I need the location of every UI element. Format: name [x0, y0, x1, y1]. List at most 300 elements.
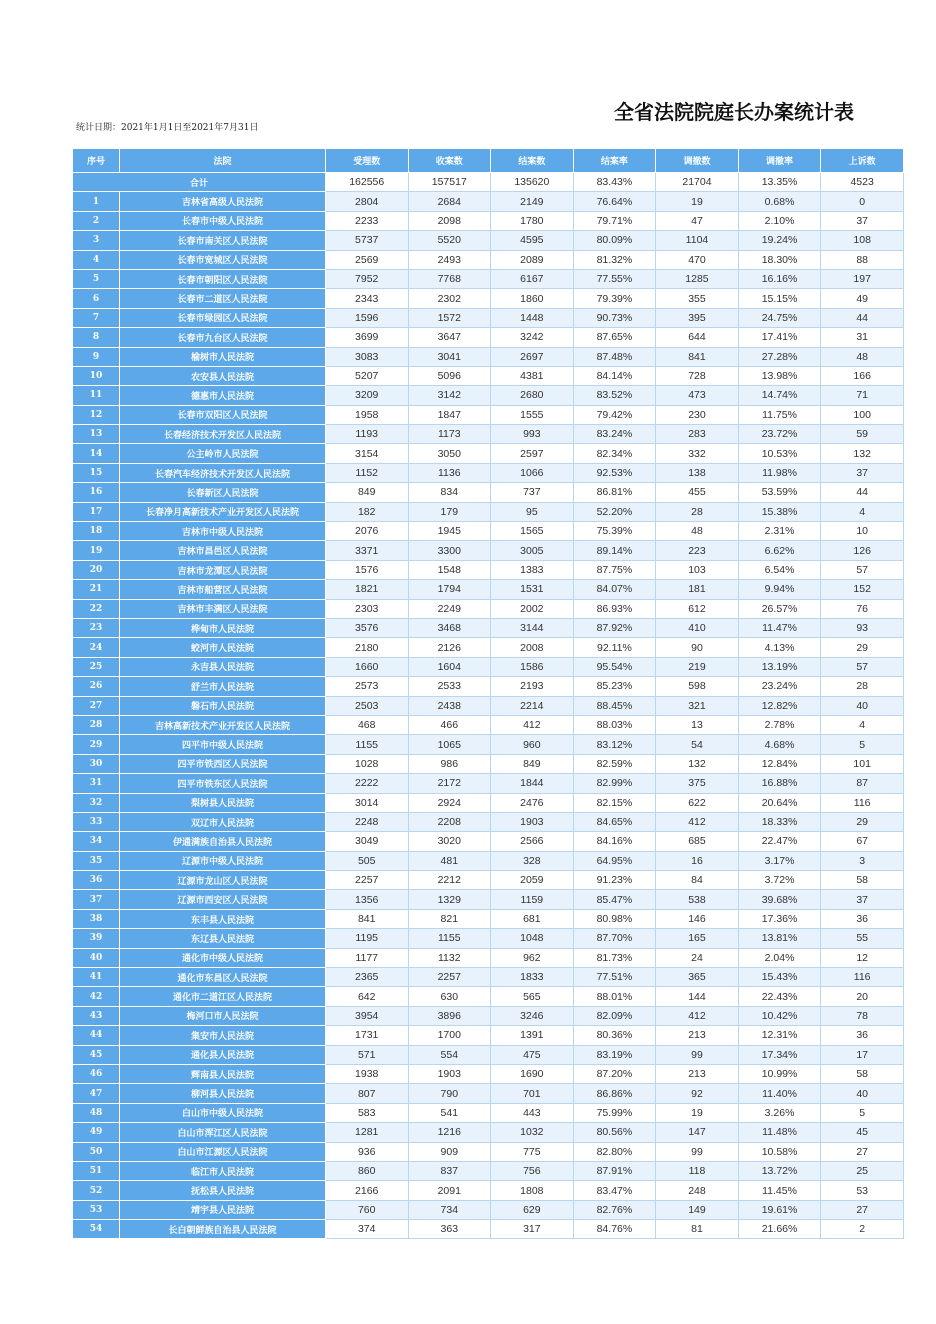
- cell-court: 公主岭市人民法院: [120, 444, 326, 463]
- cell-closed: 1032: [491, 1123, 574, 1142]
- cell-appeals: 25: [821, 1161, 904, 1180]
- cell-close-rate: 88.03%: [573, 715, 656, 734]
- cell-closed: 756: [491, 1161, 574, 1180]
- table-row: [73, 812, 904, 831]
- cell-accepted: 374: [325, 1220, 408, 1239]
- cell-received: 1136: [408, 463, 491, 482]
- cell-accepted: 468: [325, 715, 408, 734]
- cell-close-rate: 79.71%: [573, 211, 656, 230]
- cell-appeals: 20: [821, 987, 904, 1006]
- cell-close-rate: 83.52%: [573, 386, 656, 405]
- cell-mediation-rate: 2.10%: [738, 211, 821, 230]
- cell-received: 1847: [408, 405, 491, 424]
- cell-closed: 849: [491, 754, 574, 773]
- cell-closed: 1048: [491, 929, 574, 948]
- cell-mediation-rate: 11.98%: [738, 463, 821, 482]
- cell-received: 3300: [408, 541, 491, 560]
- cell-accepted: 849: [325, 483, 408, 502]
- cell-accepted: 1028: [325, 754, 408, 773]
- cell-close-rate: 82.15%: [573, 793, 656, 812]
- cell-accepted: 3049: [325, 832, 408, 851]
- cell-close-rate: 87.65%: [573, 328, 656, 347]
- total-label: 合计: [73, 173, 326, 192]
- cell-mediated: 612: [656, 599, 739, 618]
- cell-court: 临江市人民法院: [120, 1161, 326, 1180]
- cell-mediation-rate: 10.58%: [738, 1142, 821, 1161]
- cell-mediation-rate: 0.68%: [738, 192, 821, 211]
- cell-received: 1132: [408, 948, 491, 967]
- table-row: [73, 425, 904, 444]
- cell-appeals: 3: [821, 851, 904, 870]
- cell-close-rate: 81.32%: [573, 250, 656, 269]
- cell-mediated: 375: [656, 774, 739, 793]
- cell-mediation-rate: 10.99%: [738, 1064, 821, 1083]
- cell-seq: 30: [73, 754, 120, 773]
- cell-appeals: 132: [821, 444, 904, 463]
- table-row: [73, 677, 904, 696]
- cell-court: 吉林市龙潭区人民法院: [120, 560, 326, 579]
- cell-seq: 51: [73, 1161, 120, 1180]
- cell-accepted: 1821: [325, 580, 408, 599]
- cell-appeals: 4: [821, 502, 904, 521]
- cell-closed: 701: [491, 1084, 574, 1103]
- cell-mediated: 181: [656, 580, 739, 599]
- cell-received: 2257: [408, 968, 491, 987]
- cell-received: 734: [408, 1200, 491, 1219]
- table-row: [73, 1026, 904, 1045]
- cell-closed: 2059: [491, 871, 574, 890]
- cell-appeals: 31: [821, 328, 904, 347]
- cell-court: 长春市中级人民法院: [120, 211, 326, 230]
- cell-appeals: 48: [821, 347, 904, 366]
- cell-closed: 2566: [491, 832, 574, 851]
- cell-accepted: 3576: [325, 618, 408, 637]
- cell-received: 834: [408, 483, 491, 502]
- cell-received: 630: [408, 987, 491, 1006]
- cell-mediated: 410: [656, 618, 739, 637]
- cell-court: 通化市中级人民法院: [120, 948, 326, 967]
- cell-mediated: 412: [656, 812, 739, 831]
- cell-received: 2126: [408, 638, 491, 657]
- cell-mediated: 1104: [656, 231, 739, 250]
- cell-accepted: 2804: [325, 192, 408, 211]
- cell-received: 554: [408, 1045, 491, 1064]
- cell-close-rate: 87.92%: [573, 618, 656, 637]
- cell-mediated: 48: [656, 522, 739, 541]
- cell-mediation-rate: 12.84%: [738, 754, 821, 773]
- cell-accepted: 182: [325, 502, 408, 521]
- cell-seq: 18: [73, 522, 120, 541]
- cell-closed: 95: [491, 502, 574, 521]
- cell-received: 2208: [408, 812, 491, 831]
- cell-mediated: 395: [656, 308, 739, 327]
- cell-seq: 3: [73, 231, 120, 250]
- cell-received: 5096: [408, 366, 491, 385]
- cell-closed: 317: [491, 1220, 574, 1239]
- cell-received: 363: [408, 1220, 491, 1239]
- cell-appeals: 101: [821, 754, 904, 773]
- cell-mediated: 47: [656, 211, 739, 230]
- cell-received: 7768: [408, 269, 491, 288]
- cell-received: 1216: [408, 1123, 491, 1142]
- cell-mediated: 132: [656, 754, 739, 773]
- cell-received: 1945: [408, 522, 491, 541]
- cell-closed: 2149: [491, 192, 574, 211]
- cell-seq: 45: [73, 1045, 120, 1064]
- cell-mediation-rate: 15.38%: [738, 502, 821, 521]
- cell-accepted: 1731: [325, 1026, 408, 1045]
- table-row: [73, 890, 904, 909]
- cell-accepted: 1193: [325, 425, 408, 444]
- cell-court: 通化县人民法院: [120, 1045, 326, 1064]
- cell-received: 837: [408, 1161, 491, 1180]
- cell-accepted: 2257: [325, 871, 408, 890]
- cell-closed: 1383: [491, 560, 574, 579]
- cell-seq: 50: [73, 1142, 120, 1161]
- cell-mediation-rate: 12.31%: [738, 1026, 821, 1045]
- cell-seq: 40: [73, 948, 120, 967]
- cell-close-rate: 80.09%: [573, 231, 656, 250]
- table-row: [73, 560, 904, 579]
- cell-mediated: 332: [656, 444, 739, 463]
- table-row: [73, 1123, 904, 1142]
- table-row: [73, 1064, 904, 1083]
- cell-appeals: 40: [821, 1084, 904, 1103]
- table-row: [73, 289, 904, 308]
- cell-mediated: 213: [656, 1026, 739, 1045]
- cell-mediated: 165: [656, 929, 739, 948]
- cell-appeals: 5: [821, 735, 904, 754]
- cell-closed: 1844: [491, 774, 574, 793]
- cell-mediation-rate: 11.48%: [738, 1123, 821, 1142]
- cell-received: 790: [408, 1084, 491, 1103]
- cell-received: 909: [408, 1142, 491, 1161]
- header-mediation-rate: 调撤率: [738, 149, 821, 173]
- cell-accepted: 1660: [325, 657, 408, 676]
- cell-mediated: 841: [656, 347, 739, 366]
- cell-mediation-rate: 27.28%: [738, 347, 821, 366]
- cell-appeals: 57: [821, 560, 904, 579]
- cell-seq: 53: [73, 1200, 120, 1219]
- header-appeals: 上诉数: [821, 149, 904, 173]
- cell-received: 3468: [408, 618, 491, 637]
- cell-accepted: 807: [325, 1084, 408, 1103]
- cell-appeals: 166: [821, 366, 904, 385]
- cell-seq: 14: [73, 444, 120, 463]
- cell-closed: 1448: [491, 308, 574, 327]
- cell-close-rate: 86.81%: [573, 483, 656, 502]
- table-row: [73, 1200, 904, 1219]
- cell-appeals: 58: [821, 1064, 904, 1083]
- cell-mediation-rate: 23.72%: [738, 425, 821, 444]
- cell-closed: 993: [491, 425, 574, 444]
- cell-appeals: 5: [821, 1103, 904, 1122]
- cell-mediation-rate: 17.41%: [738, 328, 821, 347]
- cell-received: 1700: [408, 1026, 491, 1045]
- cell-court: 梨树县人民法院: [120, 793, 326, 812]
- cell-close-rate: 82.80%: [573, 1142, 656, 1161]
- table-row: [73, 1006, 904, 1025]
- cell-appeals: 58: [821, 871, 904, 890]
- cell-appeals: 100: [821, 405, 904, 424]
- cell-mediated: 470: [656, 250, 739, 269]
- cell-court: 长春市双阳区人民法院: [120, 405, 326, 424]
- cell-accepted: 2503: [325, 696, 408, 715]
- cell-seq: 9: [73, 347, 120, 366]
- table-row: [73, 851, 904, 870]
- table-row: [73, 405, 904, 424]
- cell-appeals: 37: [821, 211, 904, 230]
- table-row: [73, 948, 904, 967]
- cell-received: 3041: [408, 347, 491, 366]
- cell-accepted: 1356: [325, 890, 408, 909]
- cell-seq: 41: [73, 968, 120, 987]
- cell-appeals: 27: [821, 1200, 904, 1219]
- cell-mediation-rate: 16.88%: [738, 774, 821, 793]
- cell-received: 3896: [408, 1006, 491, 1025]
- cell-seq: 29: [73, 735, 120, 754]
- cell-mediated: 283: [656, 425, 739, 444]
- cell-closed: 2008: [491, 638, 574, 657]
- cell-appeals: 0: [821, 192, 904, 211]
- cell-mediated: 355: [656, 289, 739, 308]
- cell-court: 吉林高新技术产业开发区人民法院: [120, 715, 326, 734]
- cell-court: 长春市绿园区人民法院: [120, 308, 326, 327]
- table-row: [73, 735, 904, 754]
- cell-accepted: 1195: [325, 929, 408, 948]
- cell-closed: 960: [491, 735, 574, 754]
- cell-close-rate: 83.12%: [573, 735, 656, 754]
- table-row: [73, 347, 904, 366]
- cell-closed: 4595: [491, 231, 574, 250]
- cell-seq: 16: [73, 483, 120, 502]
- cell-seq: 31: [73, 774, 120, 793]
- cell-received: 1548: [408, 560, 491, 579]
- cell-closed: 2002: [491, 599, 574, 618]
- cell-mediation-rate: 6.62%: [738, 541, 821, 560]
- cell-close-rate: 86.93%: [573, 599, 656, 618]
- total-appeals: 4523: [821, 173, 904, 192]
- cell-close-rate: 84.65%: [573, 812, 656, 831]
- table-row: [73, 754, 904, 773]
- cell-received: 3020: [408, 832, 491, 851]
- cell-closed: 629: [491, 1200, 574, 1219]
- cell-appeals: 27: [821, 1142, 904, 1161]
- cell-closed: 1903: [491, 812, 574, 831]
- cell-accepted: 7952: [325, 269, 408, 288]
- table-row: [73, 269, 904, 288]
- cell-received: 2098: [408, 211, 491, 230]
- cell-close-rate: 81.73%: [573, 948, 656, 967]
- cell-received: 2493: [408, 250, 491, 269]
- cell-mediated: 412: [656, 1006, 739, 1025]
- cell-closed: 1780: [491, 211, 574, 230]
- cell-seq: 43: [73, 1006, 120, 1025]
- cell-received: 986: [408, 754, 491, 773]
- cell-closed: 962: [491, 948, 574, 967]
- cell-close-rate: 87.91%: [573, 1161, 656, 1180]
- cell-mediation-rate: 26.57%: [738, 599, 821, 618]
- cell-mediated: 146: [656, 909, 739, 928]
- cell-accepted: 1281: [325, 1123, 408, 1142]
- cell-court: 四平市中级人民法院: [120, 735, 326, 754]
- cell-closed: 3144: [491, 618, 574, 637]
- cell-mediated: 685: [656, 832, 739, 851]
- cell-mediated: 149: [656, 1200, 739, 1219]
- cell-court: 长春汽车经济技术开发区人民法院: [120, 463, 326, 482]
- cell-mediated: 24: [656, 948, 739, 967]
- table-row: [73, 328, 904, 347]
- cell-seq: 5: [73, 269, 120, 288]
- cell-mediation-rate: 18.33%: [738, 812, 821, 831]
- cell-mediation-rate: 11.47%: [738, 618, 821, 637]
- cell-appeals: 10: [821, 522, 904, 541]
- cell-court: 通化市二道江区人民法院: [120, 987, 326, 1006]
- cell-accepted: 2222: [325, 774, 408, 793]
- cell-court: 吉林市船营区人民法院: [120, 580, 326, 599]
- table-row: [73, 793, 904, 812]
- cell-close-rate: 92.11%: [573, 638, 656, 657]
- total-accepted: 162556: [325, 173, 408, 192]
- cell-received: 3050: [408, 444, 491, 463]
- cell-court: 长春经济技术开发区人民法院: [120, 425, 326, 444]
- cell-mediation-rate: 13.98%: [738, 366, 821, 385]
- cell-closed: 1808: [491, 1181, 574, 1200]
- table-row: [73, 308, 904, 327]
- cell-mediated: 147: [656, 1123, 739, 1142]
- cell-close-rate: 84.14%: [573, 366, 656, 385]
- cell-mediated: 28: [656, 502, 739, 521]
- cell-mediated: 13: [656, 715, 739, 734]
- cell-accepted: 2573: [325, 677, 408, 696]
- cell-mediation-rate: 22.47%: [738, 832, 821, 851]
- cell-mediated: 90: [656, 638, 739, 657]
- total-mediation-rate: 13.35%: [738, 173, 821, 192]
- cell-seq: 48: [73, 1103, 120, 1122]
- cell-close-rate: 88.45%: [573, 696, 656, 715]
- cell-close-rate: 87.75%: [573, 560, 656, 579]
- cell-court: 辉南县人民法院: [120, 1064, 326, 1083]
- cell-court: 双辽市人民法院: [120, 812, 326, 831]
- cell-seq: 52: [73, 1181, 120, 1200]
- cell-court: 舒兰市人民法院: [120, 677, 326, 696]
- table-row: [73, 502, 904, 521]
- cell-mediation-rate: 12.82%: [738, 696, 821, 715]
- cell-received: 821: [408, 909, 491, 928]
- cell-close-rate: 87.70%: [573, 929, 656, 948]
- cell-mediation-rate: 10.42%: [738, 1006, 821, 1025]
- cell-court: 长春市二道区人民法院: [120, 289, 326, 308]
- cell-accepted: 1152: [325, 463, 408, 482]
- cell-appeals: 76: [821, 599, 904, 618]
- cell-close-rate: 84.16%: [573, 832, 656, 851]
- cell-accepted: 1958: [325, 405, 408, 424]
- cell-seq: 44: [73, 1026, 120, 1045]
- cell-seq: 7: [73, 308, 120, 327]
- cell-closed: 328: [491, 851, 574, 870]
- cell-accepted: 936: [325, 1142, 408, 1161]
- cell-closed: 3005: [491, 541, 574, 560]
- cell-mediated: 728: [656, 366, 739, 385]
- cell-seq: 36: [73, 871, 120, 890]
- cell-mediated: 19: [656, 1103, 739, 1122]
- cell-close-rate: 75.39%: [573, 522, 656, 541]
- table-row: [73, 522, 904, 541]
- cell-seq: 33: [73, 812, 120, 831]
- cell-closed: 412: [491, 715, 574, 734]
- cell-closed: 6167: [491, 269, 574, 288]
- cell-seq: 38: [73, 909, 120, 928]
- cell-court: 长春市朝阳区人民法院: [120, 269, 326, 288]
- cell-mediated: 99: [656, 1142, 739, 1161]
- cell-court: 吉林省高级人民法院: [120, 192, 326, 211]
- table-row: [73, 599, 904, 618]
- cell-mediation-rate: 13.81%: [738, 929, 821, 948]
- cell-close-rate: 83.19%: [573, 1045, 656, 1064]
- cell-close-rate: 92.53%: [573, 463, 656, 482]
- cell-received: 1065: [408, 735, 491, 754]
- cell-accepted: 1596: [325, 308, 408, 327]
- header-accepted: 受理数: [325, 149, 408, 173]
- cell-accepted: 3371: [325, 541, 408, 560]
- cell-appeals: 44: [821, 308, 904, 327]
- cell-received: 2172: [408, 774, 491, 793]
- cell-mediation-rate: 11.45%: [738, 1181, 821, 1200]
- cell-seq: 42: [73, 987, 120, 1006]
- cell-mediated: 473: [656, 386, 739, 405]
- cell-mediated: 16: [656, 851, 739, 870]
- cell-mediation-rate: 17.36%: [738, 909, 821, 928]
- cell-close-rate: 79.39%: [573, 289, 656, 308]
- cell-mediation-rate: 22.43%: [738, 987, 821, 1006]
- cell-appeals: 71: [821, 386, 904, 405]
- cell-accepted: 2166: [325, 1181, 408, 1200]
- cell-seq: 17: [73, 502, 120, 521]
- cell-close-rate: 82.59%: [573, 754, 656, 773]
- cell-closed: 1833: [491, 968, 574, 987]
- cell-received: 2091: [408, 1181, 491, 1200]
- cell-appeals: 126: [821, 541, 904, 560]
- cell-close-rate: 82.09%: [573, 1006, 656, 1025]
- cell-accepted: 2233: [325, 211, 408, 230]
- cell-seq: 22: [73, 599, 120, 618]
- cell-court: 四平市铁西区人民法院: [120, 754, 326, 773]
- cell-appeals: 44: [821, 483, 904, 502]
- cell-received: 2438: [408, 696, 491, 715]
- cell-closed: 475: [491, 1045, 574, 1064]
- cell-accepted: 505: [325, 851, 408, 870]
- cell-mediated: 118: [656, 1161, 739, 1180]
- cell-received: 1572: [408, 308, 491, 327]
- cell-accepted: 571: [325, 1045, 408, 1064]
- cell-appeals: 116: [821, 793, 904, 812]
- table-row: [73, 463, 904, 482]
- cell-accepted: 760: [325, 1200, 408, 1219]
- cell-seq: 54: [73, 1220, 120, 1239]
- cell-seq: 13: [73, 425, 120, 444]
- total-received: 157517: [408, 173, 491, 192]
- cell-court: 东辽县人民法院: [120, 929, 326, 948]
- cell-closed: 1586: [491, 657, 574, 676]
- cell-appeals: 36: [821, 909, 904, 928]
- cell-accepted: 1155: [325, 735, 408, 754]
- cell-close-rate: 89.14%: [573, 541, 656, 560]
- cell-accepted: 1938: [325, 1064, 408, 1083]
- cell-closed: 1690: [491, 1064, 574, 1083]
- cell-close-rate: 82.34%: [573, 444, 656, 463]
- cell-closed: 2193: [491, 677, 574, 696]
- cell-seq: 6: [73, 289, 120, 308]
